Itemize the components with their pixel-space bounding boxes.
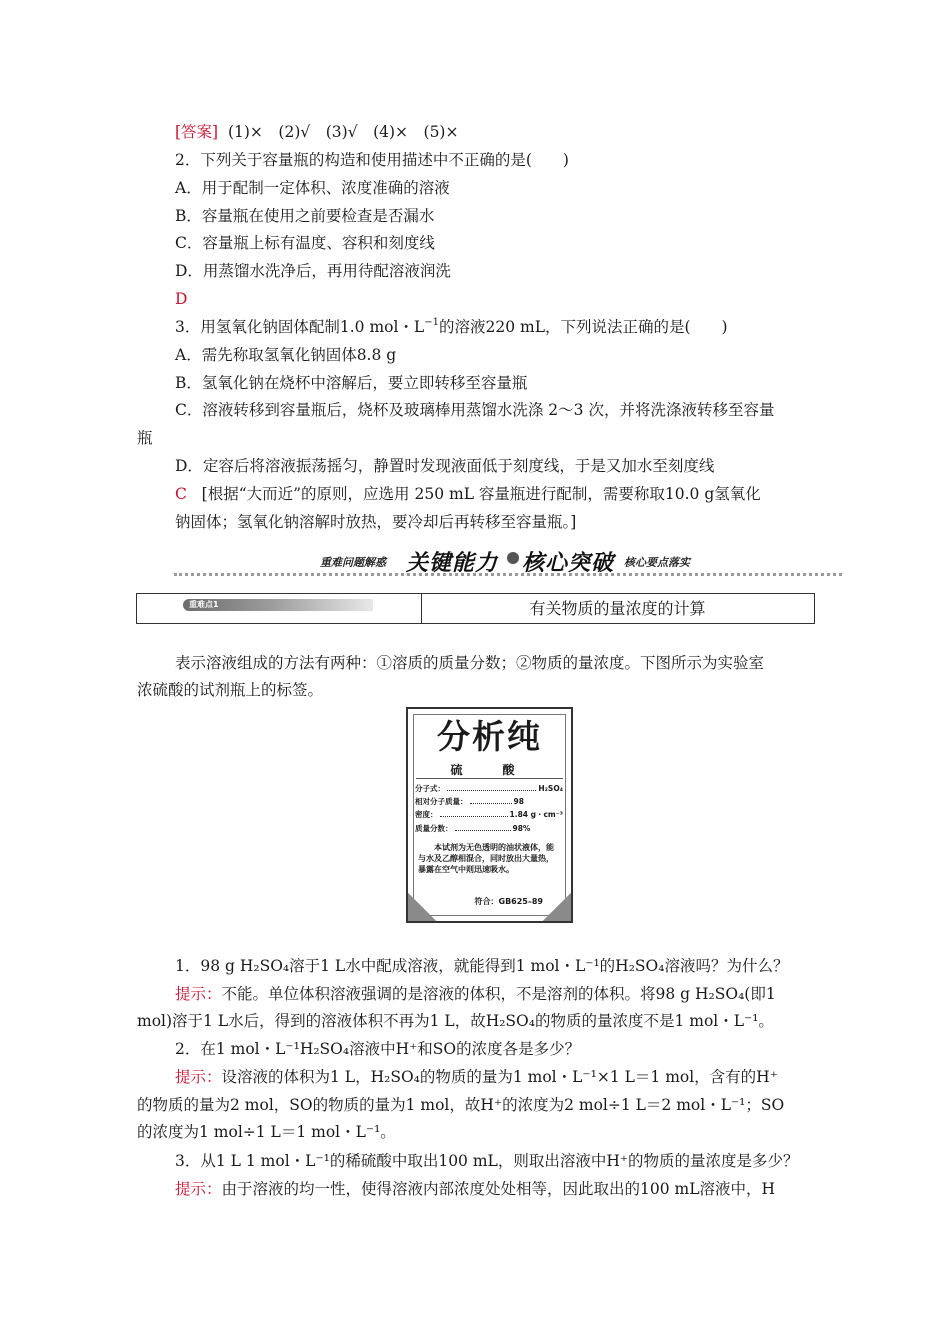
question-3-hint xyxy=(175,1179,775,1199)
label-row-key: 密度： xyxy=(415,810,438,819)
intro-line2: 浓硫酸的试剂瓶上的标签。 xyxy=(137,681,324,699)
label-row-mass-fraction xyxy=(415,823,563,834)
q2-option-d: D．用蒸馏水洗净后，再用待配溶液润洗 xyxy=(175,262,451,280)
label-row-value: 98 xyxy=(513,797,524,806)
label-row-key: 分子式： xyxy=(415,784,445,793)
banner-right-caption: 核心要点落实 xyxy=(624,556,690,569)
banner-rule xyxy=(174,573,842,576)
answer-tag: [答案] xyxy=(175,123,219,141)
intro-line1: 表示溶液组成的方法有两种：①溶质的质量分数；②物质的量浓度。下图所示为实验室 xyxy=(175,654,765,672)
banner-separator-icon xyxy=(507,552,519,564)
hint-text: 设溶液的体积为1 L，H₂SO₄的物质的量为1 mol・L⁻¹×1 L＝1 mol，含有的H⁺ xyxy=(221,1068,778,1086)
question-1: 1．98 g H₂SO₄溶于1 L水中配成溶液，就能得到1 mol・L⁻¹的H₂SO₄溶液吗？为什么？ xyxy=(175,957,789,975)
label-row-key: 质量分数： xyxy=(415,824,453,833)
q3-stem xyxy=(175,317,728,337)
label-row-value: H₂SO₄ xyxy=(538,784,563,793)
label-title: 分析纯 xyxy=(437,717,542,756)
q3-explain-line2: 钠固体；氢氧化钠溶解时放热，要冷却后再转移至容量瓶。] xyxy=(175,513,577,531)
hint-tag: 提示： xyxy=(175,985,222,1003)
question-2-hint-cont2: 的浓度为1 mol÷1 L＝1 mol・L⁻¹。 xyxy=(137,1123,396,1141)
label-row-key: 相对分子质量： xyxy=(415,797,468,806)
q2-option-a: A．用于配制一定体积、浓度准确的溶液 xyxy=(175,179,450,197)
q3-option-a: A．需先称取氢氧化钠固体8.8 g xyxy=(175,346,397,364)
label-standard: 符合：GB625–89 xyxy=(474,897,543,906)
question-2-hint xyxy=(175,1067,778,1087)
label-reagent-name: 硫 酸 xyxy=(450,763,529,777)
q3-stem-part2: 的溶液220 mL，下列说法正确的是( ) xyxy=(438,318,728,336)
hint-tag: 提示： xyxy=(175,1180,222,1198)
key-point-badge xyxy=(183,599,373,611)
key-point-table xyxy=(136,593,815,624)
label-description: 本试剂为无色透明的油状液体，能与水及乙醇相混合，同时放出大量热，暴露在空气中则迅速吸水。 xyxy=(418,843,554,874)
label-row-density xyxy=(415,809,563,820)
banner-title-left: 关键能力 xyxy=(406,551,499,576)
q2-option-c: C．容量瓶上标有温度、容积和刻度线 xyxy=(175,234,435,252)
q2-option-b: B．容量瓶在使用之前要检查是否漏水 xyxy=(175,207,435,225)
q2-answer: D xyxy=(175,290,188,308)
key-point-title: 有关物质的量浓度的计算 xyxy=(529,599,706,618)
label-row-value: 98% xyxy=(512,824,531,833)
q3-option-c: C．溶液转移到容量瓶后，烧杯及玻璃棒用蒸馏水洗涤 2～3 次，并将洗涤液转移至容量 xyxy=(175,401,775,419)
label-row-value: 1.84 g・cm⁻³ xyxy=(509,810,563,819)
answer-line xyxy=(175,122,458,142)
q3-answer: C xyxy=(175,485,187,503)
hint-text: 不能。单位体积溶液强调的是溶液的体积，不是溶剂的体积。将98 g H₂SO₄(即1 xyxy=(221,985,776,1003)
q3-option-d: D．定容后将溶液振荡摇匀，静置时发现液面低于刻度线，于是又加水至刻度线 xyxy=(175,457,715,475)
label-row-molar-mass xyxy=(415,796,563,807)
question-3: 3．从1 L 1 mol・L⁻¹的稀硫酸中取出100 mL，则取出溶液中H⁺的物质的量浓度是多少？ xyxy=(175,1152,799,1170)
q3-stem-part1: 3．用氢氧化钠固体配制1.0 mol・L xyxy=(175,318,425,336)
q3-option-c-cont: 瓶 xyxy=(137,429,153,447)
answer-items: (1)× (2)√ (3)√ (4)× (5)× xyxy=(227,123,459,141)
question-1-hint-cont: mol)溶于1 L水后，得到的溶液体积不再为1 L，故H₂SO₄的物质的量浓度不是1 mol・L⁻¹。 xyxy=(137,1012,774,1030)
q3-stem-sup: −1 xyxy=(424,316,439,328)
banner-title-right: 核心突破 xyxy=(522,551,615,576)
question-2-hint-cont1: 的物质的量为2 mol，SO的物质的量为1 mol，故H⁺的浓度为2 mol÷1 L＝2 mol・L⁻¹；SO xyxy=(137,1096,785,1114)
q3-explain-line1: [根据“大而近”的原则，应选用 250 mL 容量瓶进行配制，需要称取10.0 g氢氧化 xyxy=(201,485,761,503)
reagent-label xyxy=(406,707,573,923)
question-1-hint xyxy=(175,984,776,1004)
label-divider xyxy=(416,778,563,779)
banner-left-caption: 重难问题解惑 xyxy=(320,556,386,569)
q2-stem: 2．下列关于容量瓶的构造和使用描述中不正确的是( ) xyxy=(175,151,569,169)
hint-tag: 提示： xyxy=(175,1068,222,1086)
section-banner xyxy=(174,548,842,574)
q3-explanation xyxy=(175,484,761,504)
q3-option-b: B．氢氧化钠在烧杯中溶解后，要立即转移至容量瓶 xyxy=(175,374,528,392)
question-2: 2．在1 mol・L⁻¹H₂SO₄溶液中H⁺和SO的浓度各是多少？ xyxy=(175,1040,581,1058)
key-point-badge-label: 重难点1 xyxy=(189,600,219,609)
label-row-formula xyxy=(415,783,563,794)
hint-text: 由于溶液的均一性，使得溶液内部浓度处处相等，因此取出的100 mL溶液中，H xyxy=(221,1180,776,1198)
